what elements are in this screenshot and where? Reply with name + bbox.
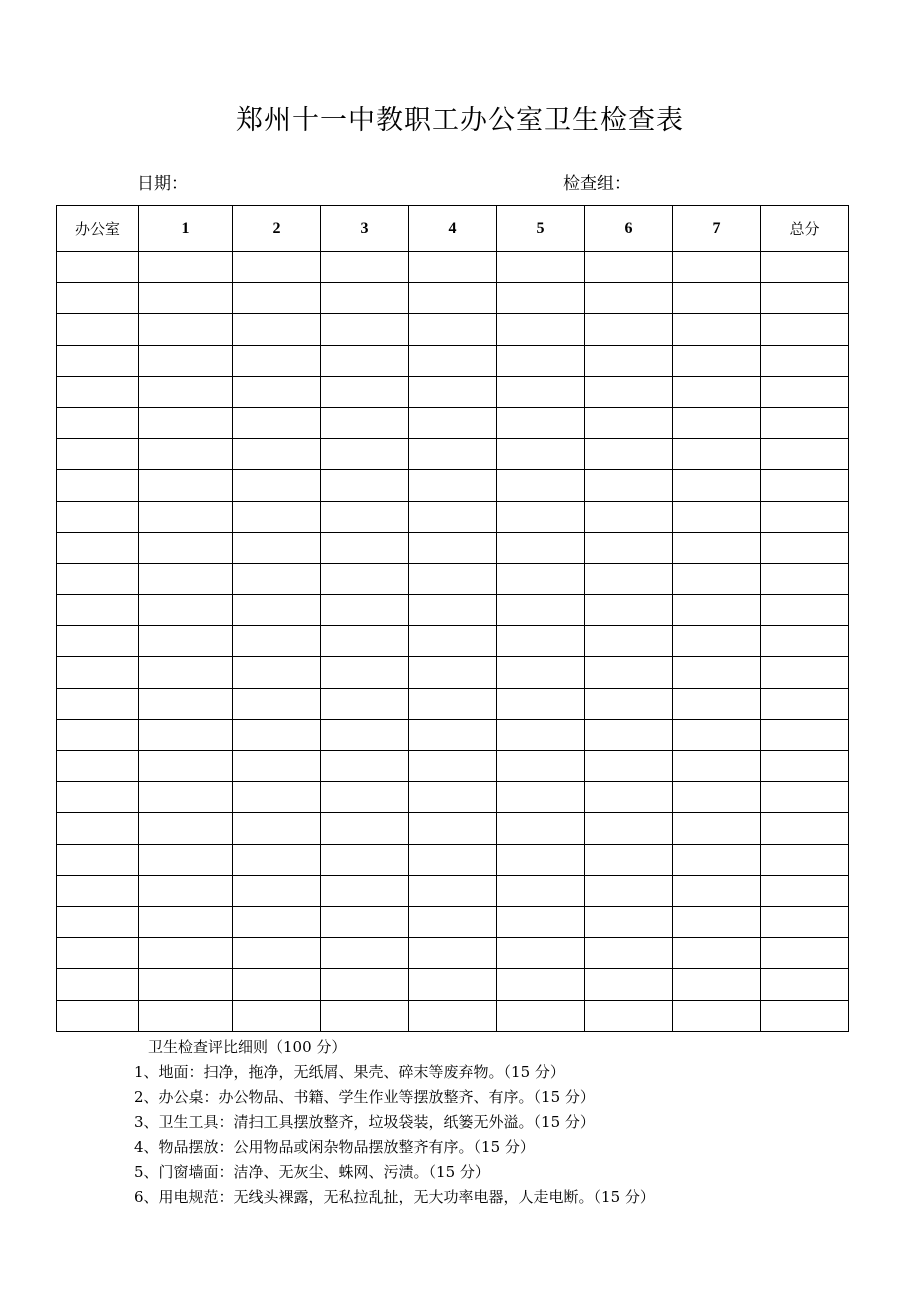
total-score-cell[interactable] bbox=[761, 501, 849, 532]
score-cell[interactable] bbox=[585, 626, 673, 657]
score-cell[interactable] bbox=[497, 595, 585, 626]
score-cell[interactable] bbox=[497, 813, 585, 844]
score-cell[interactable] bbox=[497, 283, 585, 314]
score-cell[interactable] bbox=[673, 719, 761, 750]
table-row bbox=[57, 782, 849, 813]
total-score-cell[interactable] bbox=[761, 906, 849, 937]
score-cell[interactable] bbox=[139, 439, 233, 470]
score-cell[interactable] bbox=[321, 1000, 409, 1031]
total-score-cell[interactable] bbox=[761, 813, 849, 844]
rule-item: 4、物品摆放：公用物品或闲杂物品摆放整齐有序。（15 分） bbox=[134, 1138, 535, 1156]
score-cell[interactable] bbox=[673, 563, 761, 594]
score-cell[interactable] bbox=[409, 470, 497, 501]
score-cell[interactable] bbox=[585, 563, 673, 594]
score-cell[interactable] bbox=[233, 1000, 321, 1031]
score-cell[interactable] bbox=[585, 875, 673, 906]
score-cell[interactable] bbox=[409, 314, 497, 345]
score-cell[interactable] bbox=[409, 532, 497, 563]
office-cell[interactable] bbox=[57, 283, 139, 314]
score-cell[interactable] bbox=[673, 314, 761, 345]
table-row bbox=[57, 470, 849, 501]
score-cell[interactable] bbox=[673, 657, 761, 688]
score-cell[interactable] bbox=[233, 875, 321, 906]
score-cell[interactable] bbox=[497, 252, 585, 283]
score-cell[interactable] bbox=[673, 906, 761, 937]
score-cell[interactable] bbox=[673, 751, 761, 782]
score-cell[interactable] bbox=[233, 283, 321, 314]
total-score-cell[interactable] bbox=[761, 969, 849, 1000]
header-item-7: 7 bbox=[673, 206, 761, 252]
score-cell[interactable] bbox=[321, 252, 409, 283]
score-cell[interactable] bbox=[321, 439, 409, 470]
table-row bbox=[57, 345, 849, 376]
table-body bbox=[57, 252, 849, 1032]
score-cell[interactable] bbox=[233, 719, 321, 750]
score-cell[interactable] bbox=[321, 283, 409, 314]
total-score-cell[interactable] bbox=[761, 938, 849, 969]
score-cell[interactable] bbox=[673, 626, 761, 657]
office-cell[interactable] bbox=[57, 252, 139, 283]
score-cell[interactable] bbox=[139, 252, 233, 283]
total-score-cell[interactable] bbox=[761, 626, 849, 657]
score-cell[interactable] bbox=[409, 906, 497, 937]
table-header-row bbox=[57, 206, 849, 252]
score-cell[interactable] bbox=[585, 751, 673, 782]
score-cell[interactable] bbox=[233, 376, 321, 407]
total-score-cell[interactable] bbox=[761, 439, 849, 470]
score-cell[interactable] bbox=[321, 844, 409, 875]
score-cell[interactable] bbox=[321, 906, 409, 937]
table-row bbox=[57, 719, 849, 750]
score-cell[interactable] bbox=[585, 1000, 673, 1031]
score-cell[interactable] bbox=[321, 470, 409, 501]
score-cell[interactable] bbox=[673, 844, 761, 875]
office-cell[interactable] bbox=[57, 657, 139, 688]
total-score-cell[interactable] bbox=[761, 595, 849, 626]
score-cell[interactable] bbox=[233, 532, 321, 563]
score-cell[interactable] bbox=[673, 782, 761, 813]
score-cell[interactable] bbox=[497, 969, 585, 1000]
score-cell[interactable] bbox=[139, 314, 233, 345]
score-cell[interactable] bbox=[321, 407, 409, 438]
score-cell[interactable] bbox=[673, 283, 761, 314]
score-cell[interactable] bbox=[497, 906, 585, 937]
score-cell[interactable] bbox=[585, 813, 673, 844]
score-cell[interactable] bbox=[139, 595, 233, 626]
score-cell[interactable] bbox=[409, 969, 497, 1000]
table-row bbox=[57, 595, 849, 626]
office-cell[interactable] bbox=[57, 376, 139, 407]
score-cell[interactable] bbox=[321, 719, 409, 750]
score-cell[interactable] bbox=[321, 626, 409, 657]
score-cell[interactable] bbox=[321, 501, 409, 532]
score-cell[interactable] bbox=[673, 501, 761, 532]
score-cell[interactable] bbox=[139, 938, 233, 969]
score-cell[interactable] bbox=[321, 532, 409, 563]
score-cell[interactable] bbox=[321, 782, 409, 813]
office-cell[interactable] bbox=[57, 906, 139, 937]
total-score-cell[interactable] bbox=[761, 563, 849, 594]
table-row bbox=[57, 407, 849, 438]
score-cell[interactable] bbox=[585, 283, 673, 314]
score-cell[interactable] bbox=[497, 470, 585, 501]
score-cell[interactable] bbox=[409, 875, 497, 906]
score-cell[interactable] bbox=[139, 875, 233, 906]
office-cell[interactable] bbox=[57, 875, 139, 906]
score-cell[interactable] bbox=[497, 938, 585, 969]
score-cell[interactable] bbox=[233, 657, 321, 688]
score-cell[interactable] bbox=[497, 751, 585, 782]
table-row bbox=[57, 532, 849, 563]
score-cell[interactable] bbox=[233, 688, 321, 719]
score-cell[interactable] bbox=[321, 875, 409, 906]
office-cell[interactable] bbox=[57, 813, 139, 844]
score-cell[interactable] bbox=[585, 906, 673, 937]
score-cell[interactable] bbox=[321, 595, 409, 626]
score-cell[interactable] bbox=[497, 345, 585, 376]
score-cell[interactable] bbox=[233, 563, 321, 594]
score-cell[interactable] bbox=[139, 407, 233, 438]
table-row bbox=[57, 626, 849, 657]
score-cell[interactable] bbox=[409, 407, 497, 438]
score-cell[interactable] bbox=[139, 719, 233, 750]
score-cell[interactable] bbox=[497, 719, 585, 750]
score-cell[interactable] bbox=[497, 626, 585, 657]
table-row bbox=[57, 1000, 849, 1031]
table-row bbox=[57, 751, 849, 782]
score-cell[interactable] bbox=[585, 688, 673, 719]
score-cell[interactable] bbox=[497, 501, 585, 532]
total-score-cell[interactable] bbox=[761, 875, 849, 906]
total-score-cell[interactable] bbox=[761, 751, 849, 782]
score-cell[interactable] bbox=[233, 844, 321, 875]
score-cell[interactable] bbox=[139, 782, 233, 813]
table-row bbox=[57, 501, 849, 532]
score-cell[interactable] bbox=[585, 782, 673, 813]
score-cell[interactable] bbox=[585, 532, 673, 563]
score-cell[interactable] bbox=[673, 376, 761, 407]
rule-item: 2、办公桌：办公物品、书籍、学生作业等摆放整齐、有序。（15 分） bbox=[134, 1088, 595, 1106]
total-score-cell[interactable] bbox=[761, 657, 849, 688]
score-cell[interactable] bbox=[497, 563, 585, 594]
score-cell[interactable] bbox=[139, 1000, 233, 1031]
score-cell[interactable] bbox=[233, 813, 321, 844]
score-cell[interactable] bbox=[497, 657, 585, 688]
table-row bbox=[57, 314, 849, 345]
rule-item: 1、地面：扫净，拖净，无纸屑、果壳、碎末等废弃物。（15 分） bbox=[134, 1063, 565, 1081]
total-score-cell[interactable] bbox=[761, 283, 849, 314]
score-cell[interactable] bbox=[139, 626, 233, 657]
office-cell[interactable] bbox=[57, 782, 139, 813]
score-cell[interactable] bbox=[233, 938, 321, 969]
score-cell[interactable] bbox=[497, 875, 585, 906]
office-cell[interactable] bbox=[57, 844, 139, 875]
score-cell[interactable] bbox=[233, 501, 321, 532]
score-cell[interactable] bbox=[139, 563, 233, 594]
table-row bbox=[57, 938, 849, 969]
score-cell[interactable] bbox=[139, 751, 233, 782]
score-cell[interactable] bbox=[233, 252, 321, 283]
score-cell[interactable] bbox=[409, 938, 497, 969]
office-cell[interactable] bbox=[57, 688, 139, 719]
office-cell[interactable] bbox=[57, 345, 139, 376]
table-row bbox=[57, 813, 849, 844]
score-cell[interactable] bbox=[585, 376, 673, 407]
office-cell[interactable] bbox=[57, 470, 139, 501]
score-cell[interactable] bbox=[409, 252, 497, 283]
score-cell[interactable] bbox=[409, 626, 497, 657]
total-score-cell[interactable] bbox=[761, 532, 849, 563]
score-cell[interactable] bbox=[585, 657, 673, 688]
score-cell[interactable] bbox=[321, 938, 409, 969]
score-cell[interactable] bbox=[321, 376, 409, 407]
score-cell[interactable] bbox=[409, 844, 497, 875]
score-cell[interactable] bbox=[585, 252, 673, 283]
score-cell[interactable] bbox=[673, 470, 761, 501]
score-cell[interactable] bbox=[409, 782, 497, 813]
score-cell[interactable] bbox=[233, 626, 321, 657]
table-row bbox=[57, 563, 849, 594]
score-cell[interactable] bbox=[673, 595, 761, 626]
score-cell[interactable] bbox=[409, 345, 497, 376]
table-row bbox=[57, 969, 849, 1000]
score-cell[interactable] bbox=[497, 532, 585, 563]
total-score-cell[interactable] bbox=[761, 1000, 849, 1031]
total-score-cell[interactable] bbox=[761, 345, 849, 376]
table-row bbox=[57, 657, 849, 688]
score-cell[interactable] bbox=[673, 969, 761, 1000]
score-cell[interactable] bbox=[409, 563, 497, 594]
score-cell[interactable] bbox=[585, 439, 673, 470]
rule-item: 6、用电规范：无线头裸露，无私拉乱扯，无大功率电器，人走电断。（15 分） bbox=[134, 1188, 655, 1206]
score-cell[interactable] bbox=[139, 345, 233, 376]
inspection-group-label: 检查组： bbox=[563, 174, 631, 194]
score-cell[interactable] bbox=[321, 657, 409, 688]
total-score-cell[interactable] bbox=[761, 844, 849, 875]
score-cell[interactable] bbox=[139, 470, 233, 501]
header-total-score: 总分 bbox=[761, 206, 849, 252]
score-cell[interactable] bbox=[673, 407, 761, 438]
score-cell[interactable] bbox=[233, 470, 321, 501]
score-cell[interactable] bbox=[585, 314, 673, 345]
score-cell[interactable] bbox=[409, 376, 497, 407]
score-cell[interactable] bbox=[673, 532, 761, 563]
total-score-cell[interactable] bbox=[761, 782, 849, 813]
score-cell[interactable] bbox=[233, 969, 321, 1000]
score-cell[interactable] bbox=[585, 595, 673, 626]
score-cell[interactable] bbox=[673, 439, 761, 470]
score-cell[interactable] bbox=[497, 376, 585, 407]
office-cell[interactable] bbox=[57, 595, 139, 626]
score-cell[interactable] bbox=[139, 376, 233, 407]
office-cell[interactable] bbox=[57, 439, 139, 470]
score-cell[interactable] bbox=[497, 439, 585, 470]
score-cell[interactable] bbox=[409, 595, 497, 626]
rules-title: 卫生检查评比细则（100 分） bbox=[148, 1038, 347, 1056]
score-cell[interactable] bbox=[321, 688, 409, 719]
office-cell[interactable] bbox=[57, 407, 139, 438]
score-cell[interactable] bbox=[139, 657, 233, 688]
score-cell[interactable] bbox=[233, 906, 321, 937]
score-cell[interactable] bbox=[233, 595, 321, 626]
table-row bbox=[57, 688, 849, 719]
office-cell[interactable] bbox=[57, 314, 139, 345]
total-score-cell[interactable] bbox=[761, 314, 849, 345]
office-cell[interactable] bbox=[57, 1000, 139, 1031]
header-item-2: 2 bbox=[233, 206, 321, 252]
score-cell[interactable] bbox=[321, 345, 409, 376]
inspection-table bbox=[56, 205, 849, 1032]
table-row bbox=[57, 906, 849, 937]
score-cell[interactable] bbox=[497, 782, 585, 813]
page-title: 郑州十一中教职工办公室卫生检查表 bbox=[236, 105, 684, 136]
score-cell[interactable] bbox=[409, 439, 497, 470]
rule-item: 3、卫生工具：清扫工具摆放整齐，垃圾袋装，纸篓无外溢。（15 分） bbox=[134, 1113, 595, 1131]
score-cell[interactable] bbox=[139, 969, 233, 1000]
score-cell[interactable] bbox=[673, 688, 761, 719]
score-cell[interactable] bbox=[409, 813, 497, 844]
score-cell[interactable] bbox=[139, 283, 233, 314]
office-cell[interactable] bbox=[57, 938, 139, 969]
score-cell[interactable] bbox=[409, 719, 497, 750]
score-cell[interactable] bbox=[585, 938, 673, 969]
score-cell[interactable] bbox=[497, 407, 585, 438]
office-cell[interactable] bbox=[57, 532, 139, 563]
table-row bbox=[57, 439, 849, 470]
score-cell[interactable] bbox=[585, 407, 673, 438]
score-cell[interactable] bbox=[139, 501, 233, 532]
header-item-3: 3 bbox=[321, 206, 409, 252]
total-score-cell[interactable] bbox=[761, 688, 849, 719]
score-cell[interactable] bbox=[321, 563, 409, 594]
score-cell[interactable] bbox=[409, 657, 497, 688]
score-cell[interactable] bbox=[233, 314, 321, 345]
score-cell[interactable] bbox=[409, 688, 497, 719]
office-cell[interactable] bbox=[57, 626, 139, 657]
total-score-cell[interactable] bbox=[761, 407, 849, 438]
header-item-4: 4 bbox=[409, 206, 497, 252]
score-cell[interactable] bbox=[673, 252, 761, 283]
score-cell[interactable] bbox=[673, 345, 761, 376]
table-row bbox=[57, 283, 849, 314]
office-cell[interactable] bbox=[57, 969, 139, 1000]
score-cell[interactable] bbox=[409, 283, 497, 314]
score-cell[interactable] bbox=[497, 1000, 585, 1031]
score-cell[interactable] bbox=[139, 906, 233, 937]
total-score-cell[interactable] bbox=[761, 252, 849, 283]
score-cell[interactable] bbox=[321, 751, 409, 782]
score-cell[interactable] bbox=[409, 1000, 497, 1031]
office-cell[interactable] bbox=[57, 719, 139, 750]
score-cell[interactable] bbox=[497, 314, 585, 345]
score-cell[interactable] bbox=[409, 751, 497, 782]
office-cell[interactable] bbox=[57, 501, 139, 532]
office-cell[interactable] bbox=[57, 563, 139, 594]
score-cell[interactable] bbox=[233, 439, 321, 470]
score-cell[interactable] bbox=[673, 813, 761, 844]
score-cell[interactable] bbox=[233, 782, 321, 813]
score-cell[interactable] bbox=[321, 813, 409, 844]
score-cell[interactable] bbox=[497, 688, 585, 719]
score-cell[interactable] bbox=[139, 844, 233, 875]
score-cell[interactable] bbox=[139, 688, 233, 719]
score-cell[interactable] bbox=[585, 470, 673, 501]
header-item-5: 5 bbox=[497, 206, 585, 252]
score-cell[interactable] bbox=[233, 407, 321, 438]
scoring-rules bbox=[134, 1035, 655, 1210]
score-cell[interactable] bbox=[585, 345, 673, 376]
total-score-cell[interactable] bbox=[761, 470, 849, 501]
total-score-cell[interactable] bbox=[761, 376, 849, 407]
score-cell[interactable] bbox=[585, 844, 673, 875]
table-row bbox=[57, 875, 849, 906]
score-cell[interactable] bbox=[585, 501, 673, 532]
table-row bbox=[57, 844, 849, 875]
office-cell[interactable] bbox=[57, 751, 139, 782]
score-cell[interactable] bbox=[321, 969, 409, 1000]
score-cell[interactable] bbox=[497, 844, 585, 875]
score-cell[interactable] bbox=[673, 938, 761, 969]
score-cell[interactable] bbox=[673, 1000, 761, 1031]
score-cell[interactable] bbox=[673, 875, 761, 906]
table-row bbox=[57, 252, 849, 283]
score-cell[interactable] bbox=[321, 314, 409, 345]
score-cell[interactable] bbox=[585, 719, 673, 750]
rule-item: 5、门窗墙面：洁净、无灰尘、蛛网、污渍。（15 分） bbox=[134, 1163, 490, 1181]
score-cell[interactable] bbox=[233, 751, 321, 782]
header-office: 办公室 bbox=[57, 206, 139, 252]
header-item-6: 6 bbox=[585, 206, 673, 252]
total-score-cell[interactable] bbox=[761, 719, 849, 750]
score-cell[interactable] bbox=[233, 345, 321, 376]
score-cell[interactable] bbox=[139, 532, 233, 563]
date-label: 日期： bbox=[137, 174, 188, 194]
score-cell[interactable] bbox=[585, 969, 673, 1000]
table-row bbox=[57, 376, 849, 407]
score-cell[interactable] bbox=[139, 813, 233, 844]
header-item-1: 1 bbox=[139, 206, 233, 252]
score-cell[interactable] bbox=[409, 501, 497, 532]
